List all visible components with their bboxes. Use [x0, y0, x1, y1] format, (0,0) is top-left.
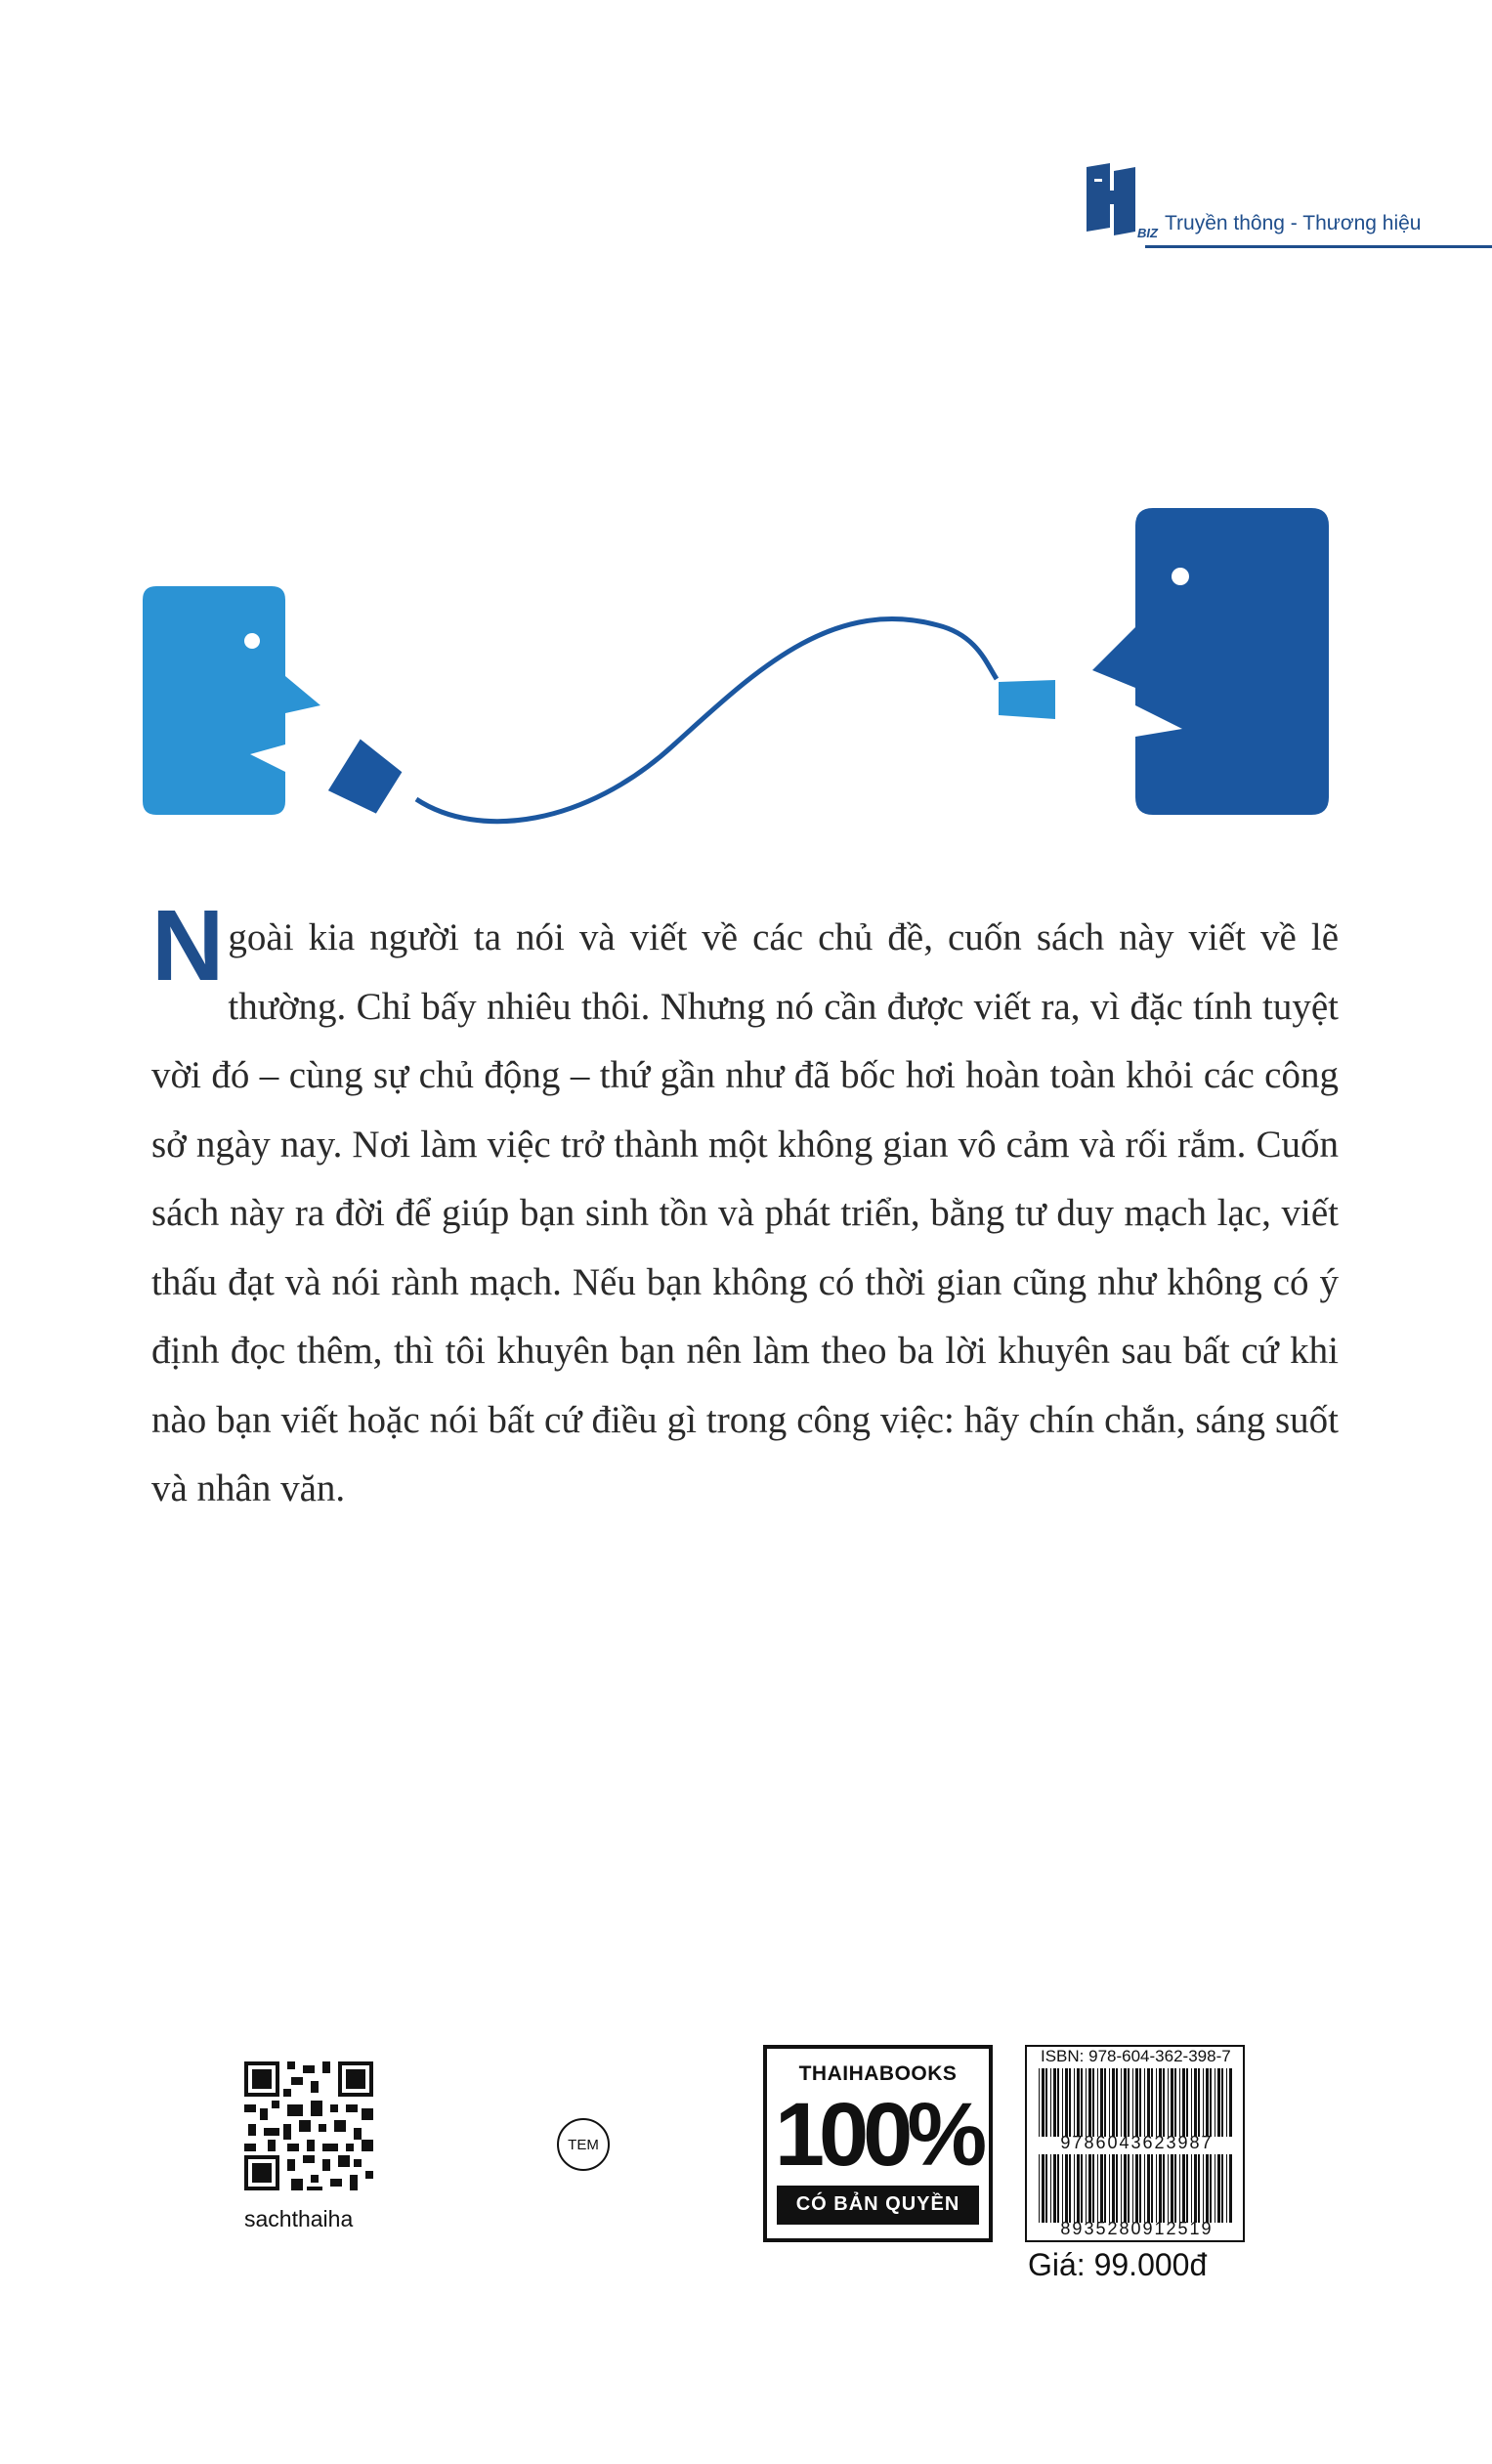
- barcode-bar: [1104, 2068, 1106, 2137]
- biz-logo-icon: [1085, 161, 1163, 239]
- barcode-bar: [1116, 2154, 1118, 2223]
- tin-can-phone-illustration: [127, 489, 1368, 840]
- barcode-bar: [1198, 2068, 1200, 2137]
- barcode-bar: [1221, 2154, 1223, 2223]
- barcode-bar: [1226, 2068, 1227, 2137]
- right-head-icon: [1092, 508, 1329, 815]
- barcode-bar: [1210, 2068, 1212, 2137]
- right-can-icon: [999, 677, 1063, 723]
- barcode-bar: [1053, 2068, 1056, 2137]
- barcode-bar: [1065, 2154, 1068, 2223]
- barcode-bar: [1186, 2068, 1188, 2137]
- barcode-bar: [1226, 2154, 1227, 2223]
- badge-number: 100%: [774, 2085, 982, 2185]
- barcode-bar: [1179, 2068, 1180, 2137]
- barcode-bar: [1168, 2068, 1169, 2137]
- barcode-bar: [1203, 2068, 1204, 2137]
- barcode-bar: [1151, 2154, 1153, 2223]
- barcode-bar: [1042, 2068, 1044, 2137]
- barcode-bar: [1104, 2154, 1106, 2223]
- barcode-bar: [1171, 2154, 1173, 2223]
- drop-cap: N: [151, 889, 225, 1001]
- blurb-text: [151, 889, 1339, 1524]
- barcode-bar: [1168, 2154, 1169, 2223]
- ean-digits: 8935280912519: [1060, 2219, 1214, 2238]
- badge-caption: CÓ BẢN QUYỀN: [795, 2193, 960, 2215]
- barcode-bar: [1045, 2154, 1047, 2223]
- left-head-icon: [143, 586, 320, 815]
- barcode-bar: [1069, 2154, 1071, 2223]
- barcode-bar: [1062, 2154, 1063, 2223]
- series-mark: [1085, 161, 1492, 259]
- barcode-bar: [1217, 2068, 1220, 2137]
- barcode-bar: [1221, 2068, 1223, 2137]
- barcode-bar: [1121, 2154, 1122, 2223]
- blurb-paragraph: goài kia người ta nói và viết về các chủ đề, cuốn sách này viết về lẽ thường. Chỉ bấy nhiêu thôi. Nhưng nó cần được viết ra, vì đặc tính tuyệt vời đó – cùng sự chủ động – thứ gần như đã bốc hơi hoàn toàn khỏi các công sở ngày nay. Nơi làm việc trở thành một không gian vô cảm và rối rắm. Cuốn sách này ra đời để giúp bạn sinh tồn và phát triển, bằng tư duy mạch lạc, viết thấu đạt và nói rành mạch. Nếu bạn không có thời gian cũng như không có ý định đọc thêm, thì tôi khuyên bạn nên làm theo ba lời khuyên sau bất cứ khi nào bạn viết hoặc nói bất cứ điều gì trong công việc: hãy chín chắn, sáng suốt và nhân văn.: [151, 916, 1339, 1509]
- barcode-bar: [1174, 2154, 1176, 2223]
- barcode-bar: [1182, 2154, 1185, 2223]
- barcode-bar: [1144, 2068, 1145, 2137]
- barcode-bar: [1135, 2068, 1138, 2137]
- barcode-bar: [1229, 2068, 1232, 2137]
- barcode-bar: [1039, 2154, 1040, 2223]
- barcode-bar: [1057, 2068, 1059, 2137]
- barcode-bar: [1159, 2068, 1162, 2137]
- barcode-bar: [1100, 2154, 1103, 2223]
- barcode-bar: [1088, 2154, 1091, 2223]
- barcode-bar: [1097, 2154, 1098, 2223]
- barcode-bar: [1121, 2068, 1122, 2137]
- qr-code-icon: [244, 2061, 373, 2190]
- barcode-bar: [1074, 2068, 1075, 2137]
- barcode-bar: [1194, 2154, 1197, 2223]
- barcode-bar: [1081, 2154, 1083, 2223]
- copyright-badge: [763, 2045, 993, 2242]
- barcode-bar: [1163, 2154, 1165, 2223]
- price-label: Giá: 99.000đ: [1028, 2247, 1208, 2282]
- barcode-bar: [1206, 2154, 1209, 2223]
- barcode-bar: [1171, 2068, 1173, 2137]
- barcode-bar: [1186, 2154, 1188, 2223]
- barcode-bar: [1081, 2068, 1083, 2137]
- ean-barcode-icon: [1037, 2154, 1234, 2223]
- barcode-bar: [1191, 2154, 1192, 2223]
- barcode-bar: [1198, 2154, 1200, 2223]
- barcode-bar: [1074, 2154, 1075, 2223]
- barcode-bar: [1194, 2068, 1197, 2137]
- barcode-bar: [1086, 2154, 1087, 2223]
- header-rule: [1145, 245, 1492, 248]
- string-line: [416, 619, 997, 822]
- barcode-bar: [1050, 2068, 1051, 2137]
- barcode-bar: [1077, 2068, 1080, 2137]
- barcode-bar: [1203, 2154, 1204, 2223]
- barcode-bar: [1147, 2068, 1150, 2137]
- barcode-bar: [1128, 2154, 1130, 2223]
- barcode-bar: [1182, 2068, 1185, 2137]
- barcode-bar: [1206, 2068, 1209, 2137]
- barcode-bar: [1042, 2154, 1044, 2223]
- barcode-bar: [1229, 2154, 1232, 2223]
- barcode-bar: [1144, 2154, 1145, 2223]
- barcode-bar: [1109, 2068, 1110, 2137]
- barcode-bar: [1109, 2154, 1110, 2223]
- badge-caption-bar: [777, 2186, 979, 2225]
- barcode-bar: [1092, 2154, 1094, 2223]
- barcode-box: [1025, 2045, 1245, 2242]
- barcode-bar: [1174, 2068, 1176, 2137]
- barcode-bar: [1116, 2068, 1118, 2137]
- barcode-bar: [1135, 2154, 1138, 2223]
- logo-text: BIZ: [1137, 226, 1158, 239]
- barcode-bar: [1069, 2068, 1071, 2137]
- barcode-bar: [1139, 2154, 1141, 2223]
- barcode-bar: [1191, 2068, 1192, 2137]
- barcode-bar: [1156, 2154, 1157, 2223]
- barcode-bar: [1039, 2068, 1040, 2137]
- barcode-bar: [1057, 2154, 1059, 2223]
- series-label: Truyền thông - Thương hiệu: [1165, 212, 1422, 234]
- barcode-bar: [1097, 2068, 1098, 2137]
- badge-brand: THAIHABOOKS: [798, 2062, 958, 2085]
- qr-caption: sachthaiha: [244, 2206, 354, 2231]
- barcode-bar: [1077, 2154, 1080, 2223]
- tem-stamp: TEM: [557, 2118, 610, 2171]
- barcode-bar: [1065, 2068, 1068, 2137]
- barcode-bar: [1156, 2068, 1157, 2137]
- barcode-bar: [1159, 2154, 1162, 2223]
- barcode-bar: [1050, 2154, 1051, 2223]
- isbn-digits: 9786043623987: [1060, 2133, 1214, 2152]
- barcode-bar: [1210, 2154, 1212, 2223]
- barcode-bar: [1124, 2068, 1127, 2137]
- barcode-bar: [1112, 2068, 1115, 2137]
- barcode-bar: [1132, 2068, 1133, 2137]
- barcode-bar: [1086, 2068, 1087, 2137]
- barcode-bar: [1100, 2068, 1103, 2137]
- isbn-barcode-icon: [1037, 2068, 1234, 2137]
- barcode-bar: [1179, 2154, 1180, 2223]
- isbn-label: ISBN: 978-604-362-398-7: [1041, 2047, 1231, 2065]
- barcode-bar: [1132, 2154, 1133, 2223]
- barcode-bar: [1062, 2068, 1063, 2137]
- barcode-bar: [1112, 2154, 1115, 2223]
- barcode-bar: [1045, 2068, 1047, 2137]
- barcode-bar: [1151, 2068, 1153, 2137]
- barcode-bar: [1124, 2154, 1127, 2223]
- barcode-bar: [1088, 2068, 1091, 2137]
- barcode-bar: [1139, 2068, 1141, 2137]
- barcode-bar: [1128, 2068, 1130, 2137]
- barcode-bar: [1053, 2154, 1056, 2223]
- barcode-bar: [1092, 2068, 1094, 2137]
- barcode-bar: [1217, 2154, 1220, 2223]
- barcode-bar: [1147, 2154, 1150, 2223]
- barcode-bar: [1163, 2068, 1165, 2137]
- left-can-icon: [323, 736, 405, 818]
